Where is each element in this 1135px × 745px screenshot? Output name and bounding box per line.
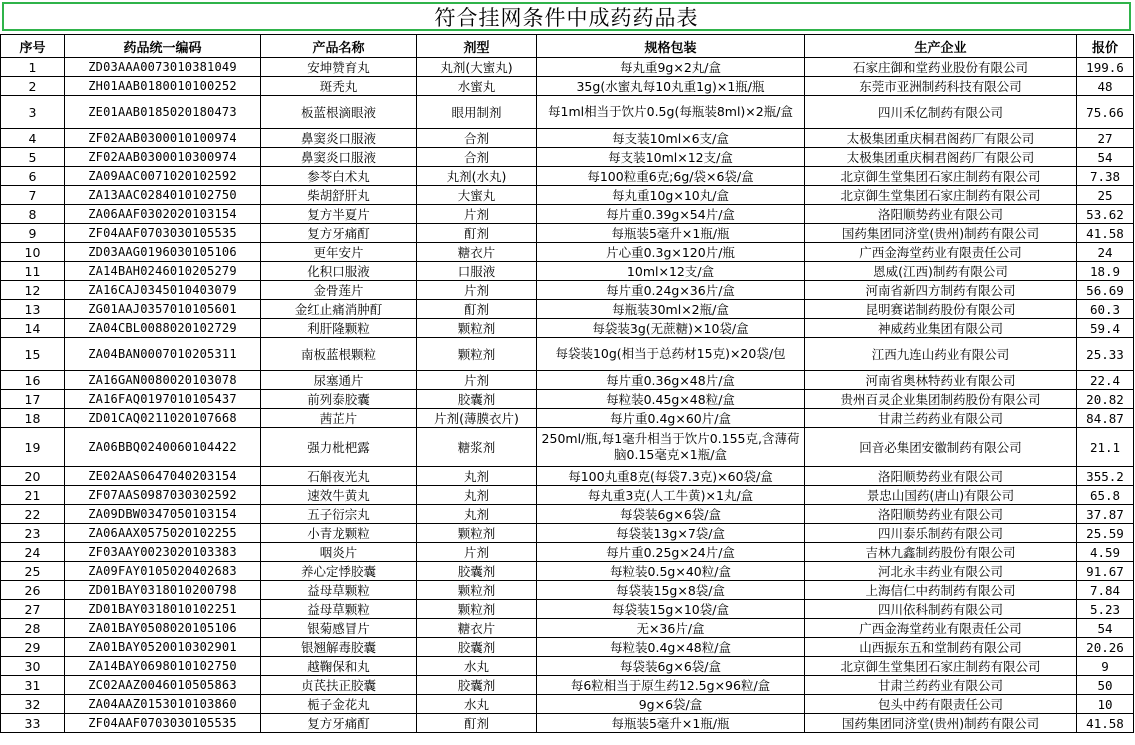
cell-manufacturer[interactable]: 甘肃兰药药业有限公司 — [805, 409, 1077, 428]
cell-index[interactable]: 18 — [1, 409, 65, 428]
cell-spec[interactable]: 每袋装13g×7袋/盒 — [537, 524, 805, 543]
cell-form[interactable]: 颗粒剂 — [417, 581, 537, 600]
cell-price[interactable]: 59.4 — [1077, 319, 1134, 338]
cell-code[interactable]: ZA01BAY0520010302901 — [65, 638, 261, 657]
cell-price[interactable]: 25.33 — [1077, 338, 1134, 371]
cell-spec[interactable]: 每支装10ml×12支/盒 — [537, 148, 805, 167]
cell-code[interactable]: ZA04BAN0007010205311 — [65, 338, 261, 371]
cell-spec[interactable]: 每丸重3克(人工牛黄)×1丸/盒 — [537, 486, 805, 505]
cell-form[interactable]: 胶囊剂 — [417, 638, 537, 657]
cell-manufacturer[interactable]: 国药集团同济堂(贵州)制药有限公司 — [805, 714, 1077, 733]
cell-code[interactable]: ZA09AAC0071020102592 — [65, 167, 261, 186]
cell-product[interactable]: 斑秃丸 — [261, 77, 417, 96]
cell-manufacturer[interactable]: 河北永丰药业有限公司 — [805, 562, 1077, 581]
table-row — [1, 714, 1134, 733]
cell-code[interactable]: ZC02AAZ0046010505863 — [65, 676, 261, 695]
cell-form[interactable]: 片剂(薄膜衣片) — [417, 409, 537, 428]
cell-manufacturer[interactable]: 四川禾亿制药有限公司 — [805, 96, 1077, 129]
cell-index[interactable]: 17 — [1, 390, 65, 409]
col-header-manufacturer[interactable]: 生产企业 — [805, 35, 1077, 58]
table-row — [1, 467, 1134, 486]
table-row — [1, 657, 1134, 676]
cell-product[interactable]: 尿塞通片 — [261, 371, 417, 390]
table-row — [1, 371, 1134, 390]
cell-code[interactable]: ZF02AAB0300010300974 — [65, 148, 261, 167]
cell-manufacturer[interactable]: 国药集团同济堂(贵州)制药有限公司 — [805, 224, 1077, 243]
table-row — [1, 638, 1134, 657]
cell-form[interactable]: 胶囊剂 — [417, 390, 537, 409]
cell-index[interactable]: 16 — [1, 371, 65, 390]
cell-price[interactable]: 18.9 — [1077, 262, 1134, 281]
cell-product[interactable]: 复方半夏片 — [261, 205, 417, 224]
cell-index[interactable]: 3 — [1, 96, 65, 129]
cell-spec[interactable]: 每粒装0.45g×48粒/盒 — [537, 390, 805, 409]
cell-code[interactable]: ZF04AAF0703030105535 — [65, 224, 261, 243]
cell-spec[interactable]: 片心重0.3g×120片/瓶 — [537, 243, 805, 262]
table-row — [1, 58, 1134, 77]
cell-spec[interactable]: 每袋装6g×6袋/盒 — [537, 657, 805, 676]
cell-price[interactable]: 20.26 — [1077, 638, 1134, 657]
cell-spec[interactable]: 每6粒相当于原生药12.5g×96粒/盒 — [537, 676, 805, 695]
cell-price[interactable]: 7.84 — [1077, 581, 1134, 600]
col-header-index[interactable]: 序号 — [1, 35, 65, 58]
cell-form[interactable]: 合剂 — [417, 129, 537, 148]
cell-product[interactable]: 速效牛黄丸 — [261, 486, 417, 505]
cell-index[interactable]: 26 — [1, 581, 65, 600]
cell-index[interactable]: 13 — [1, 300, 65, 319]
cell-index[interactable]: 7 — [1, 186, 65, 205]
table-row — [1, 524, 1134, 543]
cell-manufacturer[interactable]: 景忠山国药(唐山)有限公司 — [805, 486, 1077, 505]
cell-product[interactable]: 银菊感冒片 — [261, 619, 417, 638]
cell-price[interactable]: 50 — [1077, 676, 1134, 695]
cell-manufacturer[interactable]: 四川依科制药有限公司 — [805, 600, 1077, 619]
cell-manufacturer[interactable]: 河南省奥林特药业有限公司 — [805, 371, 1077, 390]
cell-code[interactable]: ZA04CBL0088020102729 — [65, 319, 261, 338]
cell-spec[interactable]: 每支装10ml×6支/盒 — [537, 129, 805, 148]
cell-price[interactable]: 4.59 — [1077, 543, 1134, 562]
cell-code[interactable]: ZA09FAY0105020402683 — [65, 562, 261, 581]
table-row — [1, 600, 1134, 619]
cell-product[interactable]: 复方牙痛酊 — [261, 224, 417, 243]
cell-manufacturer[interactable]: 江西九连山药业有限公司 — [805, 338, 1077, 371]
cell-product[interactable]: 栀子金花丸 — [261, 695, 417, 714]
cell-price[interactable]: 24 — [1077, 243, 1134, 262]
cell-spec[interactable]: 每袋装6g×6袋/盒 — [537, 505, 805, 524]
cell-code[interactable]: ZA01BAY0508020105106 — [65, 619, 261, 638]
cell-manufacturer[interactable]: 洛阳顺势药业有限公司 — [805, 467, 1077, 486]
cell-code[interactable]: ZA06AAX0575020102255 — [65, 524, 261, 543]
cell-index[interactable]: 9 — [1, 224, 65, 243]
cell-product[interactable]: 鼻窦炎口服液 — [261, 148, 417, 167]
cell-product[interactable]: 石斛夜光丸 — [261, 467, 417, 486]
cell-index[interactable]: 28 — [1, 619, 65, 638]
table-body — [1, 58, 1134, 733]
cell-price[interactable]: 199.6 — [1077, 58, 1134, 77]
cell-spec[interactable]: 每粒装0.5g×40粒/盒 — [537, 562, 805, 581]
sheet-title: 符合挂网条件中成药药品表 — [2, 2, 1131, 31]
cell-index[interactable]: 8 — [1, 205, 65, 224]
table-row — [1, 129, 1134, 148]
table-row — [1, 695, 1134, 714]
cell-spec[interactable]: 每丸重10g×10丸/盒 — [537, 186, 805, 205]
cell-spec[interactable]: 每粒装0.4g×48粒/盒 — [537, 638, 805, 657]
cell-price[interactable]: 7.38 — [1077, 167, 1134, 186]
cell-manufacturer[interactable]: 河南省新四方制药有限公司 — [805, 281, 1077, 300]
col-header-code[interactable]: 药品统一编码 — [65, 35, 261, 58]
table-row — [1, 167, 1134, 186]
cell-price[interactable]: 65.8 — [1077, 486, 1134, 505]
cell-code[interactable]: ZA04AAZ0153010103860 — [65, 695, 261, 714]
table-row — [1, 224, 1134, 243]
cell-manufacturer[interactable]: 洛阳顺势药业有限公司 — [805, 505, 1077, 524]
cell-code[interactable]: ZA06BBQ0240060104422 — [65, 428, 261, 467]
table-row — [1, 96, 1134, 129]
cell-index[interactable]: 1 — [1, 58, 65, 77]
cell-form[interactable]: 片剂 — [417, 205, 537, 224]
table-row — [1, 148, 1134, 167]
cell-index[interactable]: 11 — [1, 262, 65, 281]
cell-price[interactable]: 27 — [1077, 129, 1134, 148]
cell-index[interactable]: 33 — [1, 714, 65, 733]
cell-code[interactable]: ZD03AAA0073010381049 — [65, 58, 261, 77]
cell-product[interactable]: 参苓白术丸 — [261, 167, 417, 186]
cell-price[interactable]: 48 — [1077, 77, 1134, 96]
cell-code[interactable]: ZA06AAF0302020103154 — [65, 205, 261, 224]
cell-manufacturer[interactable]: 甘肃兰药药业有限公司 — [805, 676, 1077, 695]
cell-price[interactable]: 37.87 — [1077, 505, 1134, 524]
cell-form[interactable]: 酊剂 — [417, 300, 537, 319]
cell-product[interactable]: 柴胡舒肝丸 — [261, 186, 417, 205]
cell-form[interactable]: 合剂 — [417, 148, 537, 167]
cell-form[interactable]: 口服液 — [417, 262, 537, 281]
cell-price[interactable]: 25 — [1077, 186, 1134, 205]
cell-form[interactable]: 丸剂 — [417, 505, 537, 524]
cell-spec[interactable]: 每片重0.36g×48片/盒 — [537, 371, 805, 390]
cell-index[interactable]: 10 — [1, 243, 65, 262]
table-row — [1, 338, 1134, 371]
table-row — [1, 543, 1134, 562]
cell-spec[interactable]: 每100丸重8克(每袋7.3克)×60袋/盒 — [537, 467, 805, 486]
cell-manufacturer[interactable]: 洛阳顺势药业有限公司 — [805, 205, 1077, 224]
col-header-form[interactable]: 剂型 — [417, 35, 537, 58]
cell-index[interactable]: 24 — [1, 543, 65, 562]
cell-product[interactable]: 强力枇杷露 — [261, 428, 417, 467]
cell-manufacturer[interactable]: 北京御生堂集团石家庄制药有限公司 — [805, 657, 1077, 676]
col-header-price[interactable]: 报价 — [1077, 35, 1134, 58]
cell-code[interactable]: ZA14BAY0698010102750 — [65, 657, 261, 676]
table-row — [1, 428, 1134, 467]
cell-price[interactable]: 41.58 — [1077, 224, 1134, 243]
cell-product[interactable]: 五子衍宗丸 — [261, 505, 417, 524]
cell-price[interactable]: 54 — [1077, 148, 1134, 167]
cell-spec[interactable]: 每袋装10g(相当于总药材15克)×20袋/包 — [537, 338, 805, 371]
cell-index[interactable]: 31 — [1, 676, 65, 695]
cell-product[interactable]: 板蓝根滴眼液 — [261, 96, 417, 129]
cell-manufacturer[interactable]: 北京御生堂集团石家庄制药有限公司 — [805, 186, 1077, 205]
cell-code[interactable]: ZD01BAY0318010200798 — [65, 581, 261, 600]
cell-form[interactable]: 糖衣片 — [417, 243, 537, 262]
cell-product[interactable]: 南板蓝根颗粒 — [261, 338, 417, 371]
cell-manufacturer[interactable]: 贵州百灵企业集团制药股份有限公司 — [805, 390, 1077, 409]
cell-manufacturer[interactable]: 太极集团重庆桐君阁药厂有限公司 — [805, 148, 1077, 167]
cell-price[interactable]: 10 — [1077, 695, 1134, 714]
table-row — [1, 186, 1134, 205]
cell-index[interactable]: 4 — [1, 129, 65, 148]
cell-index[interactable]: 23 — [1, 524, 65, 543]
cell-index[interactable]: 27 — [1, 600, 65, 619]
cell-product[interactable]: 金红止痛消肿酊 — [261, 300, 417, 319]
cell-price[interactable]: 41.58 — [1077, 714, 1134, 733]
cell-form[interactable]: 片剂 — [417, 543, 537, 562]
cell-spec[interactable]: 每袋装3g(无蔗糖)×10袋/盒 — [537, 319, 805, 338]
cell-index[interactable]: 5 — [1, 148, 65, 167]
cell-index[interactable]: 30 — [1, 657, 65, 676]
cell-form[interactable]: 丸剂(水丸) — [417, 167, 537, 186]
cell-spec[interactable]: 每袋装15g×8袋/盒 — [537, 581, 805, 600]
cell-code[interactable]: ZA13AAC0284010102750 — [65, 186, 261, 205]
cell-code[interactable]: ZD01BAY0318010102251 — [65, 600, 261, 619]
cell-manufacturer[interactable]: 广西金海堂药业有限责任公司 — [805, 243, 1077, 262]
cell-form[interactable]: 片剂 — [417, 371, 537, 390]
cell-form[interactable]: 糖浆剂 — [417, 428, 537, 467]
cell-spec[interactable]: 9g×6袋/盒 — [537, 695, 805, 714]
cell-product[interactable]: 银翘解毒胶囊 — [261, 638, 417, 657]
cell-spec[interactable]: 每瓶装5毫升×1瓶/瓶 — [537, 714, 805, 733]
cell-price[interactable]: 20.82 — [1077, 390, 1134, 409]
cell-manufacturer[interactable]: 包头中药有限责任公司 — [805, 695, 1077, 714]
cell-spec[interactable]: 每100粒重6克;6g/袋×6袋/盒 — [537, 167, 805, 186]
cell-product[interactable]: 复方牙痛酊 — [261, 714, 417, 733]
cell-product[interactable]: 茜芷片 — [261, 409, 417, 428]
cell-price[interactable]: 355.2 — [1077, 467, 1134, 486]
cell-index[interactable]: 32 — [1, 695, 65, 714]
cell-form[interactable]: 片剂 — [417, 281, 537, 300]
cell-manufacturer[interactable]: 昆明赛诺制药股份有限公司 — [805, 300, 1077, 319]
cell-form[interactable]: 水丸 — [417, 695, 537, 714]
table-row — [1, 390, 1134, 409]
table-row — [1, 281, 1134, 300]
cell-manufacturer[interactable]: 东莞市亚洲制药科技有限公司 — [805, 77, 1077, 96]
cell-spec[interactable]: 无×36片/盒 — [537, 619, 805, 638]
cell-product[interactable]: 益母草颗粒 — [261, 600, 417, 619]
cell-form[interactable]: 眼用制剂 — [417, 96, 537, 129]
cell-price[interactable]: 91.67 — [1077, 562, 1134, 581]
cell-price[interactable]: 53.62 — [1077, 205, 1134, 224]
cell-product[interactable]: 贞芪扶正胶囊 — [261, 676, 417, 695]
cell-code[interactable]: ZG01AAJ0357010105601 — [65, 300, 261, 319]
cell-price[interactable]: 9 — [1077, 657, 1134, 676]
cell-form[interactable]: 大蜜丸 — [417, 186, 537, 205]
cell-form[interactable]: 颗粒剂 — [417, 338, 537, 371]
cell-spec[interactable]: 每片重0.24g×36片/盒 — [537, 281, 805, 300]
cell-manufacturer[interactable]: 石家庄御和堂药业股份有限公司 — [805, 58, 1077, 77]
table-row — [1, 562, 1134, 581]
cell-manufacturer[interactable]: 四川泰乐制药有限公司 — [805, 524, 1077, 543]
cell-form[interactable]: 胶囊剂 — [417, 562, 537, 581]
cell-form[interactable]: 酊剂 — [417, 224, 537, 243]
cell-form[interactable]: 颗粒剂 — [417, 600, 537, 619]
cell-price[interactable]: 84.87 — [1077, 409, 1134, 428]
cell-index[interactable]: 12 — [1, 281, 65, 300]
cell-spec[interactable]: 每瓶装30ml×2瓶/盒 — [537, 300, 805, 319]
cell-index[interactable]: 20 — [1, 467, 65, 486]
cell-code[interactable]: ZA14BAH0246010205279 — [65, 262, 261, 281]
cell-code[interactable]: ZH01AAB0180010100252 — [65, 77, 261, 96]
cell-spec[interactable]: 每片重0.4g×60片/盒 — [537, 409, 805, 428]
cell-code[interactable]: ZA16FAQ0197010105437 — [65, 390, 261, 409]
cell-spec[interactable]: 每1ml相当于饮片0.5g(每瓶装8ml)×2瓶/盒 — [537, 96, 805, 129]
cell-spec[interactable]: 每瓶装5毫升×1瓶/瓶 — [537, 224, 805, 243]
cell-index[interactable]: 21 — [1, 486, 65, 505]
col-header-product[interactable]: 产品名称 — [261, 35, 417, 58]
cell-form[interactable]: 水丸 — [417, 657, 537, 676]
cell-manufacturer[interactable]: 恩威(江西)制药有限公司 — [805, 262, 1077, 281]
cell-code[interactable]: ZD01CAQ0211020107668 — [65, 409, 261, 428]
cell-spec[interactable]: 每片重0.39g×54片/盒 — [537, 205, 805, 224]
cell-manufacturer[interactable]: 广西金海堂药业有限责任公司 — [805, 619, 1077, 638]
cell-price[interactable]: 60.3 — [1077, 300, 1134, 319]
cell-spec[interactable]: 每丸重9g×2丸/盒 — [537, 58, 805, 77]
col-header-spec[interactable]: 规格包装 — [537, 35, 805, 58]
table-row — [1, 581, 1134, 600]
cell-product[interactable]: 小青龙颗粒 — [261, 524, 417, 543]
cell-manufacturer[interactable]: 太极集团重庆桐君阁药厂有限公司 — [805, 129, 1077, 148]
cell-price[interactable]: 5.23 — [1077, 600, 1134, 619]
cell-manufacturer[interactable]: 山西振东五和堂制药有限公司 — [805, 638, 1077, 657]
table-row — [1, 319, 1134, 338]
cell-index[interactable]: 19 — [1, 428, 65, 467]
table-row — [1, 243, 1134, 262]
cell-product[interactable]: 更年安片 — [261, 243, 417, 262]
cell-product[interactable]: 鼻窦炎口服液 — [261, 129, 417, 148]
cell-form[interactable]: 水蜜丸 — [417, 77, 537, 96]
cell-form[interactable]: 胶囊剂 — [417, 676, 537, 695]
cell-code[interactable]: ZA16CAJ0345010403079 — [65, 281, 261, 300]
cell-spec[interactable]: 每袋装15g×10袋/盒 — [537, 600, 805, 619]
table-row — [1, 77, 1134, 96]
cell-form[interactable]: 酊剂 — [417, 714, 537, 733]
header-row — [1, 35, 1134, 58]
cell-code[interactable]: ZE02AAS0647040203154 — [65, 467, 261, 486]
drug-table — [0, 34, 1134, 733]
cell-product[interactable]: 利肝隆颗粒 — [261, 319, 417, 338]
cell-code[interactable]: ZD03AAG0196030105106 — [65, 243, 261, 262]
cell-index[interactable]: 14 — [1, 319, 65, 338]
cell-index[interactable]: 29 — [1, 638, 65, 657]
cell-manufacturer[interactable]: 神威药业集团有限公司 — [805, 319, 1077, 338]
cell-spec[interactable]: 35g(水蜜丸每10丸重1g)×1瓶/瓶 — [537, 77, 805, 96]
table-row — [1, 619, 1134, 638]
cell-index[interactable]: 6 — [1, 167, 65, 186]
cell-index[interactable]: 25 — [1, 562, 65, 581]
cell-spec[interactable]: 每片重0.25g×24片/盒 — [537, 543, 805, 562]
cell-product[interactable]: 越鞠保和丸 — [261, 657, 417, 676]
cell-manufacturer[interactable]: 回音必集团安徽制药有限公司 — [805, 428, 1077, 467]
cell-product[interactable]: 益母草颗粒 — [261, 581, 417, 600]
table-row — [1, 262, 1134, 281]
cell-index[interactable]: 2 — [1, 77, 65, 96]
cell-price[interactable]: 75.66 — [1077, 96, 1134, 129]
cell-form[interactable]: 颗粒剂 — [417, 524, 537, 543]
cell-code[interactable]: ZF02AAB0300010100974 — [65, 129, 261, 148]
cell-code[interactable]: ZF04AAF0703030105535 — [65, 714, 261, 733]
cell-product[interactable]: 安坤赞育丸 — [261, 58, 417, 77]
cell-form[interactable]: 丸剂 — [417, 467, 537, 486]
cell-price[interactable]: 56.69 — [1077, 281, 1134, 300]
cell-form[interactable]: 糖衣片 — [417, 619, 537, 638]
table-row — [1, 676, 1134, 695]
cell-code[interactable]: ZF07AAS0987030302592 — [65, 486, 261, 505]
cell-price[interactable]: 21.1 — [1077, 428, 1134, 467]
cell-code[interactable]: ZA09DBW0347050103154 — [65, 505, 261, 524]
cell-price[interactable]: 22.4 — [1077, 371, 1134, 390]
table-row — [1, 409, 1134, 428]
cell-manufacturer[interactable]: 北京御生堂集团石家庄制药有限公司 — [805, 167, 1077, 186]
cell-form[interactable]: 颗粒剂 — [417, 319, 537, 338]
cell-code[interactable]: ZE01AAB0185020180473 — [65, 96, 261, 129]
cell-price[interactable]: 25.59 — [1077, 524, 1134, 543]
table-row — [1, 486, 1134, 505]
table-row — [1, 300, 1134, 319]
table-row — [1, 505, 1134, 524]
cell-product[interactable]: 化积口服液 — [261, 262, 417, 281]
cell-product[interactable]: 金骨莲片 — [261, 281, 417, 300]
cell-product[interactable]: 前列泰胶囊 — [261, 390, 417, 409]
cell-form[interactable]: 丸剂 — [417, 486, 537, 505]
table-row — [1, 205, 1134, 224]
cell-spec[interactable]: 10ml×12支/盒 — [537, 262, 805, 281]
cell-product[interactable]: 咽炎片 — [261, 543, 417, 562]
cell-form[interactable]: 丸剂(大蜜丸) — [417, 58, 537, 77]
cell-manufacturer[interactable]: 上海信仁中药制药有限公司 — [805, 581, 1077, 600]
cell-index[interactable]: 22 — [1, 505, 65, 524]
cell-spec[interactable]: 250ml/瓶,每1毫升相当于饮片0.155克,含薄荷脑0.15毫克×1瓶/盒 — [537, 428, 805, 467]
cell-code[interactable]: ZA16GAN0080020103078 — [65, 371, 261, 390]
cell-code[interactable]: ZF03AAY0023020103383 — [65, 543, 261, 562]
cell-index[interactable]: 15 — [1, 338, 65, 371]
cell-product[interactable]: 养心定悸胶囊 — [261, 562, 417, 581]
cell-price[interactable]: 54 — [1077, 619, 1134, 638]
cell-manufacturer[interactable]: 吉林九鑫制药股份有限公司 — [805, 543, 1077, 562]
